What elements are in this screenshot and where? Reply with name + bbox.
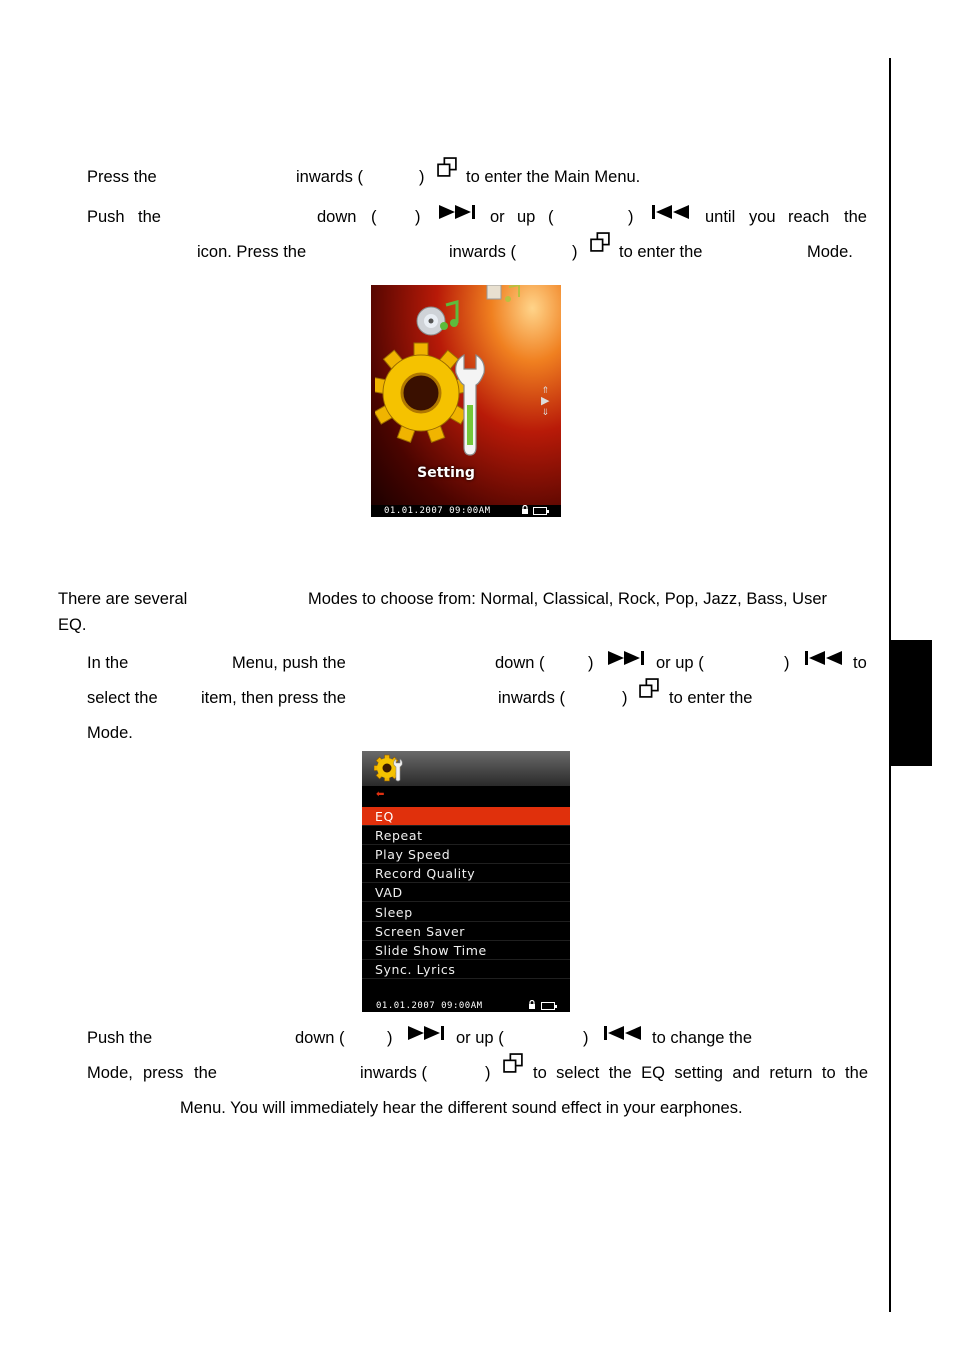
menu-window-icon: [639, 678, 660, 699]
menu-item-record-quality[interactable]: Record Quality: [362, 864, 570, 883]
step2-text-h: (: [548, 208, 554, 226]
step3-text-e: or up (: [656, 654, 704, 672]
menu-window-icon: [503, 1053, 524, 1074]
step2-text-d: (: [371, 208, 377, 226]
menu-header: [362, 751, 570, 786]
battery-icon: [533, 507, 547, 515]
step2-text-k: you: [749, 208, 776, 226]
step4-text-h: press: [143, 1064, 184, 1082]
status-datetime: 01.01.2007 09:00AM: [376, 1001, 483, 1011]
step1-text-d: to enter the Main Menu.: [466, 168, 641, 186]
step3-text-i: item, then press the: [201, 689, 346, 707]
step2-text-n: icon. Press the: [197, 243, 307, 261]
skip-next-icon: [607, 650, 644, 666]
lock-icon: [528, 1000, 536, 1010]
up-arrow-icon: ⇑: [541, 385, 549, 395]
battery-icon: [541, 1002, 555, 1010]
step4-text-e: ): [583, 1029, 589, 1047]
step2-text-c: down: [317, 208, 357, 226]
step2-text-q: to enter the: [619, 243, 703, 261]
step3-text-d: ): [588, 654, 594, 672]
step4-text-i: the: [194, 1064, 217, 1082]
step4-text-d: or up (: [456, 1029, 504, 1047]
menu-item-screen-saver[interactable]: Screen Saver: [362, 922, 570, 941]
step2-text-a: Push: [87, 208, 125, 226]
step4-text-f: to change the: [652, 1029, 752, 1047]
step4-text-g: Mode,: [87, 1064, 133, 1082]
scroll-arrows: [541, 385, 549, 418]
step4-text-k: ): [485, 1064, 491, 1082]
step4-text-b: down (: [295, 1029, 345, 1047]
step3-text-k: ): [622, 689, 628, 707]
step4-text-a: Push the: [87, 1029, 153, 1047]
skip-previous-icon: [805, 650, 842, 666]
skip-previous-icon: [652, 204, 689, 220]
step2-text-e: ): [415, 208, 421, 226]
menu-item-sleep[interactable]: Sleep: [362, 903, 570, 922]
menu-window-icon: [437, 157, 458, 178]
status-bar: [371, 505, 561, 517]
skip-next-icon: [407, 1025, 444, 1041]
step3-text-h: select the: [87, 689, 158, 707]
step2-text-i: ): [628, 208, 634, 226]
step3-text-g: to: [853, 654, 867, 672]
menu-item-sync-lyrics[interactable]: Sync. Lyrics: [362, 960, 570, 979]
step4-text-m: Menu. You will immediately hear the different sound effect in your earphones.: [180, 1099, 743, 1117]
step2-text-g: up: [517, 208, 536, 226]
step1-text-a: Press the: [87, 168, 157, 186]
step3-text-m: Mode.: [87, 724, 133, 742]
status-datetime: 01.01.2007 09:00AM: [384, 506, 491, 516]
settings-gear-icon: [375, 337, 495, 461]
step3-text-c: down (: [495, 654, 545, 672]
step2-text-p: ): [572, 243, 578, 261]
section-tab: [891, 640, 932, 766]
step4-text-c: ): [387, 1029, 393, 1047]
skip-next-icon: [438, 204, 475, 220]
step3-text-l: to enter the: [669, 689, 753, 707]
intro-text-b: Modes to choose from: Normal, Classical, Rock, Pop, Jazz, Bass, User: [308, 590, 828, 608]
step1-text-c: ): [419, 168, 425, 186]
step2-text-r: Mode.: [807, 243, 853, 261]
step2-text-f: or: [490, 208, 505, 226]
settings-gear-icon: [374, 753, 408, 783]
lock-icon: [521, 505, 529, 515]
music-folder-icon: [485, 285, 521, 303]
step3-text-f: ): [784, 654, 790, 672]
intro-text-c: EQ.: [58, 616, 87, 634]
settings-menu-screen: [362, 751, 570, 1012]
step2-text-m: the: [844, 208, 867, 226]
status-bar: [362, 1000, 570, 1012]
intro-text-a: There are several: [58, 590, 188, 608]
back-icon[interactable]: ⬅: [376, 789, 385, 800]
down-arrow-icon: ⇓: [541, 407, 549, 417]
step2-text-o: inwards (: [449, 243, 516, 261]
menu-item-repeat[interactable]: Repeat: [362, 826, 570, 845]
right-arrow-icon: ▶: [541, 395, 550, 407]
step2-text-j: until: [705, 208, 736, 226]
menu-window-icon: [590, 232, 611, 253]
setting-screen: [371, 285, 561, 517]
skip-previous-icon: [604, 1025, 641, 1041]
step1-text-b: inwards (: [296, 168, 363, 186]
menu-item-eq[interactable]: EQ: [362, 807, 570, 826]
step2-text-l: reach: [788, 208, 830, 226]
menu-item-play-speed[interactable]: Play Speed: [362, 845, 570, 864]
step4-text-j: inwards (: [360, 1064, 427, 1082]
music-disc-icon: [413, 299, 461, 339]
menu-item-vad[interactable]: VAD: [362, 883, 570, 902]
step2-text-b: the: [138, 208, 161, 226]
step3-text-b: Menu, push the: [232, 654, 346, 672]
setting-label: Setting: [417, 465, 475, 481]
step3-text-j: inwards (: [498, 689, 565, 707]
menu-item-slide-show-time[interactable]: Slide Show Time: [362, 941, 570, 960]
step3-text-a: In the: [87, 654, 129, 672]
step4-text-l: to select the EQ setting and return to the: [533, 1064, 868, 1082]
